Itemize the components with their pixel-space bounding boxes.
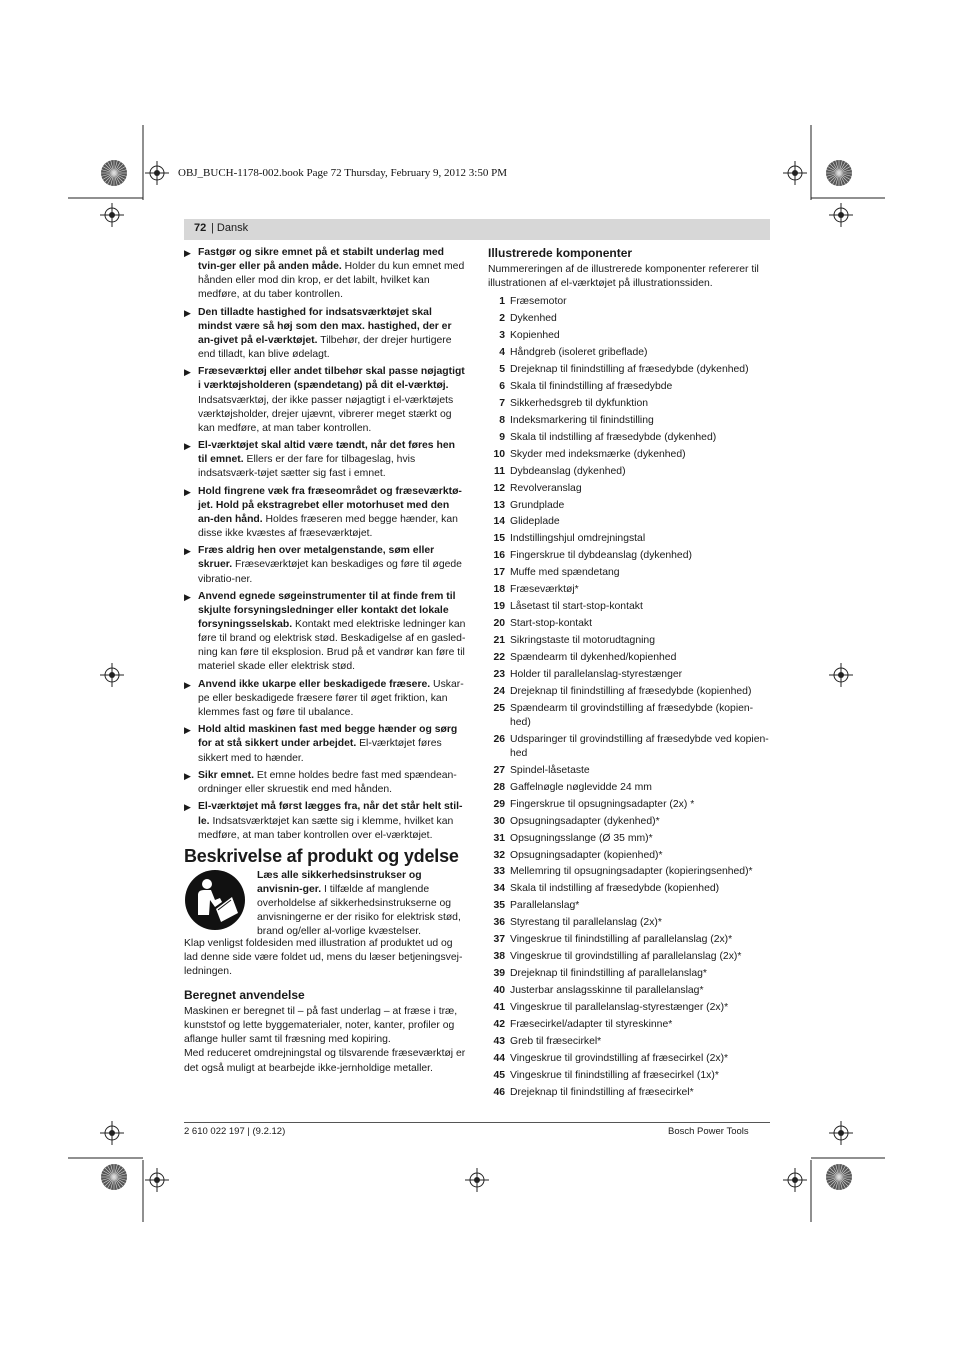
item-number: 2 xyxy=(499,313,505,325)
bullet-bold: Fræs aldrig hen over metalgenstande, søm eller skruer. xyxy=(198,545,435,571)
list-item xyxy=(488,651,770,665)
list-item xyxy=(488,865,770,879)
item-text: Dykenhed xyxy=(510,313,557,325)
footer-rule xyxy=(184,1122,770,1123)
list-item xyxy=(488,1001,770,1015)
list-item xyxy=(488,312,770,326)
item-text: Skyder med indeksmærke (dykenhed) xyxy=(510,448,686,460)
triangle-right-icon: ▶ xyxy=(184,546,191,557)
item-number: 19 xyxy=(493,601,505,613)
item-number: 9 xyxy=(499,431,505,443)
item-number: 44 xyxy=(493,1052,505,1064)
item-number: 31 xyxy=(493,832,505,844)
safety-bullet xyxy=(184,769,466,797)
item-text: Justerbar anslagsskinne til parallelanslag* xyxy=(510,985,704,997)
footer-brand: Bosch Power Tools xyxy=(668,1126,749,1137)
list-item xyxy=(488,448,770,462)
safety-bullet xyxy=(184,590,466,675)
item-number: 34 xyxy=(493,883,505,895)
item-text: Sikringstaste til motorudtagning xyxy=(510,635,655,647)
left-column xyxy=(184,246,466,1076)
list-item xyxy=(488,933,770,947)
section-title-description: Beskrivelse af produkt og ydelse xyxy=(184,845,459,866)
list-item xyxy=(488,414,770,428)
bullet-bold: Anvend ikke ukarpe eller beskadigede fræsere. xyxy=(198,678,431,690)
list-item xyxy=(488,617,770,631)
bullet-text: El-værktøjet føres sikkert med to hænder. xyxy=(198,738,442,764)
item-number: 29 xyxy=(493,798,505,810)
triangle-right-icon: ▶ xyxy=(184,679,191,690)
triangle-right-icon: ▶ xyxy=(184,770,191,781)
triangle-right-icon: ▶ xyxy=(184,307,191,318)
item-text: Spændearm til grovindstilling af fræsedybde (kopien-hed) xyxy=(510,702,754,728)
safety-bullet xyxy=(184,439,466,481)
bullet-bold: Hold fingrene væk fra fræseområdet og fræseværktø-jet. Hold på ekstragrebet eller motorhuset med den an-den hånd. xyxy=(198,485,462,525)
item-number: 46 xyxy=(493,1086,505,1098)
bullet-text: Uskar-pe eller beskadigede fræsere fører til øget friktion, kan klemmes fast og føre til ubalance. xyxy=(198,678,464,718)
item-text: Holder til parallelanslag-styrestænger xyxy=(510,668,683,680)
item-text: Håndgreb (isoleret gribeflade) xyxy=(510,347,648,359)
list-item xyxy=(488,899,770,913)
item-text: Fingerskrue til dybdeanslag (dykenhed) xyxy=(510,550,692,562)
item-number: 41 xyxy=(493,1001,505,1013)
item-text: Kopienhed xyxy=(510,330,560,342)
list-item xyxy=(488,566,770,580)
list-item xyxy=(488,431,770,445)
triangle-right-icon: ▶ xyxy=(184,441,191,452)
item-number: 16 xyxy=(493,550,505,562)
list-item xyxy=(488,380,770,394)
triangle-right-icon: ▶ xyxy=(184,248,191,258)
item-text: Drejeknap til finindstilling af parallelanslag* xyxy=(510,968,707,980)
item-number: 17 xyxy=(493,567,505,579)
item-text: Vingeskrue til grovindstilling af fræsecirkel (2x)* xyxy=(510,1052,729,1064)
print-slug: OBJ_BUCH-1178-002.book Page 72 Thursday, February 9, 2012 3:50 PM xyxy=(178,167,507,179)
bullet-bold: Sikr emnet. xyxy=(198,769,255,781)
item-number: 20 xyxy=(493,618,505,630)
item-number: 43 xyxy=(493,1035,505,1047)
list-item xyxy=(488,832,770,846)
item-number: 6 xyxy=(499,380,505,392)
safety-bullet xyxy=(184,544,466,586)
item-text: Fræsemotor xyxy=(510,296,567,308)
intended-use-p2: Med reduceret omdrejningstal og tilsvarende fræseværktøj er det også muligt at bearbejde ikke-jernholdige metaller. xyxy=(184,1048,466,1074)
bullet-text: Indsatsværktøjet kan sætte sig i klemme, hvilket kan medføre, at man taber kontrollen over el-værktøjet. xyxy=(198,815,454,841)
list-item xyxy=(488,532,770,546)
item-text: Vingeskrue til grovindstilling af parallelanslag (2x)* xyxy=(510,951,742,963)
item-number: 10 xyxy=(493,448,505,460)
item-text: Start-stop-kontakt xyxy=(510,618,593,630)
item-number: 14 xyxy=(493,516,505,528)
triangle-right-icon: ▶ xyxy=(184,486,191,497)
list-item xyxy=(488,984,770,998)
bullet-bold: El-værktøjet må først lægges fra, når det står helt stil-le. xyxy=(198,801,463,827)
intended-use-p1: Maskinen er beregnet til – på fast underlag – at fræse i træ, kunststof og lette byggematerialer, noter, kanter, profiler og aflange huller samt til fræsning med kopiring. xyxy=(184,1006,458,1046)
foldout-text: Klap venligst foldesiden med illustration af produktet ud og lad denne side være foldet ud, mens du læser betjeningsvej-ledningen. xyxy=(184,937,463,977)
item-text: Drejeknap til finindstilling af fræsedybde (kopienhed) xyxy=(510,685,752,697)
item-number: 30 xyxy=(493,815,505,827)
list-item xyxy=(488,798,770,812)
item-number: 37 xyxy=(493,934,505,946)
item-text: Udsparinger til grovindstilling af fræsedybde ved kopien-hed xyxy=(510,733,769,759)
item-number: 15 xyxy=(493,533,505,545)
list-item xyxy=(488,967,770,981)
item-number: 4 xyxy=(499,347,505,359)
item-text: Vingeskrue til parallelanslag-styrestænger (2x)* xyxy=(510,1001,729,1013)
page-number: 72 xyxy=(194,222,207,234)
item-text: Spændearm til dykenhed/kopienhed xyxy=(510,651,677,663)
safety-bullet xyxy=(184,678,466,720)
section-title-intended-use: Beregnet anvendelse xyxy=(184,988,305,1003)
triangle-right-icon: ▶ xyxy=(184,802,191,813)
safety-bullet xyxy=(184,723,466,765)
item-text: Greb til fræsecirkel* xyxy=(510,1035,602,1047)
item-number: 11 xyxy=(494,465,505,477)
list-item xyxy=(488,668,770,682)
list-item xyxy=(488,634,770,648)
item-text: Låsetast til start-stop-kontakt xyxy=(510,601,643,613)
item-number: 18 xyxy=(493,584,505,596)
item-number: 1 xyxy=(499,296,505,308)
item-text: Skala til finindstilling af fræsedybde xyxy=(510,380,673,392)
list-item xyxy=(488,764,770,778)
triangle-right-icon: ▶ xyxy=(184,591,191,602)
list-item xyxy=(488,815,770,829)
item-number: 5 xyxy=(499,364,505,376)
components-intro: Nummereringen af de illustrerede komponenter refererer til illustrationen af el-værktøjet på illustrationssiden. xyxy=(488,264,759,290)
warning-bold: Læs alle sikkerhedsinstrukser og anvisnin-ger. xyxy=(257,869,422,895)
item-text: Sikkerhedsgreb til dykfunktion xyxy=(510,397,649,409)
bullet-bold: Fastgør og sikre emnet på et stabilt underlag med tvin-ger eller på anden måde. xyxy=(198,247,444,273)
triangle-right-icon: ▶ xyxy=(184,367,191,378)
item-text: Styrestang til parallelanslag (2x)* xyxy=(510,917,662,929)
item-text: Opsugningsslange (Ø 35 mm)* xyxy=(510,832,653,844)
item-text: Opsugningsadapter (kopienhed)* xyxy=(510,849,663,861)
item-number: 32 xyxy=(493,849,505,861)
item-number: 3 xyxy=(499,330,505,342)
item-number: 22 xyxy=(493,651,505,663)
item-text: Parallelanslag* xyxy=(510,900,580,912)
item-text: Opsugningsadapter (dykenhed)* xyxy=(510,815,660,827)
item-number: 35 xyxy=(493,900,505,912)
bullet-text: Indsatsværktøj, der ikke passer nøjagtigt i el-værktøjets værktøjsholder, drejer ujævnt, vibrerer meget stærkt og kan medføre, at man taber kontrollen. xyxy=(198,394,454,434)
list-item xyxy=(488,882,770,896)
list-item xyxy=(488,781,770,795)
item-number: 33 xyxy=(493,866,505,878)
component-list xyxy=(488,295,770,1099)
list-item xyxy=(488,1069,770,1083)
item-number: 24 xyxy=(493,685,505,697)
list-item xyxy=(488,515,770,529)
safety-bullet xyxy=(184,246,466,302)
page-header xyxy=(184,219,770,240)
list-item xyxy=(488,397,770,411)
item-text: Vingeskrue til finindstilling af parallelanslag (2x)* xyxy=(510,934,733,946)
bullet-text: Holdes fræseren med begge hænder, kan disse ikke kvæstes af fræseværktøjet. xyxy=(198,513,458,539)
item-text: Revolveranslag xyxy=(510,482,582,494)
right-column xyxy=(488,246,770,1103)
section-title-components: Illustrerede komponenter xyxy=(488,246,633,260)
item-text: Indeksmarkering til finindstilling xyxy=(510,414,654,426)
bullet-text: Holder du kun emnet med hånden eller mod din krop, er det labilt, hvilket kan medføre, at du taber kontrollen. xyxy=(198,261,465,301)
item-text: Muffe med spændetang xyxy=(510,567,620,579)
bullet-bold: Fræseværktøj eller andet tilbehør skal passe nøjagtigt i værktøjsholderen (spændetang) på dit el-værktøj. xyxy=(198,366,465,392)
warning-block xyxy=(184,869,466,941)
list-item xyxy=(488,1018,770,1032)
item-text: Drejeknap til finindstilling af fræsecirkel* xyxy=(510,1086,694,1098)
item-number: 8 xyxy=(499,414,505,426)
bullet-text: Et emne holdes bedre fast med spændean-ordninger eller skruestik end med hånden. xyxy=(198,769,457,796)
item-text: Mellemring til opsugningsadapter (kopieringsenhed)* xyxy=(510,866,753,878)
list-item xyxy=(488,465,770,479)
bullet-bold: Den tilladte hastighed for indsatsværktøjet skal mindst være så høj som den max. hastighed, der er an-givet på el-værktøjet. xyxy=(198,306,452,346)
item-text: Skala til indstilling af fræsedybde (dykenhed) xyxy=(510,431,717,443)
bullet-text: Ellers er der fare for tilbageslag, hvis indsatsværk-tøjet sætter sig fast i emnet. xyxy=(198,454,416,480)
read-manual-icon xyxy=(184,869,246,931)
bullet-bold: Anvend egnede søgeinstrumenter til at finde frem til skjulte forsyningsledninger eller kontakt det lokale forsyningsselskab. xyxy=(198,590,456,631)
list-item xyxy=(488,600,770,614)
warning-text: I tilfælde af manglende overholdelse af sikkerhedsinstrukserne og anvisningerne er der risiko for elektrisk stød, brand og/eller al-vorlige kvæstelser. xyxy=(257,883,461,938)
list-item xyxy=(488,295,770,309)
list-item xyxy=(488,1052,770,1066)
bullet-bold: El-værktøjet skal altid være tændt, når det føres hen til emnet. xyxy=(198,440,455,466)
safety-bullet xyxy=(184,800,466,842)
item-text: Fræsecirkel/adapter til styreskinne* xyxy=(510,1018,673,1030)
triangle-right-icon: ▶ xyxy=(184,725,191,736)
item-text: Fræseværktøj* xyxy=(510,584,579,596)
item-number: 40 xyxy=(493,985,505,997)
item-number: 38 xyxy=(493,951,505,963)
list-item xyxy=(488,583,770,597)
list-item xyxy=(488,363,770,377)
list-item xyxy=(488,1086,770,1100)
list-item xyxy=(488,702,770,730)
item-text: Grundplade xyxy=(510,499,565,511)
item-number: 42 xyxy=(493,1018,505,1030)
item-text: Indstillingshjul omdrejningstal xyxy=(510,533,646,545)
list-item xyxy=(488,849,770,863)
header-language: | Dansk xyxy=(211,222,249,234)
item-number: 45 xyxy=(493,1069,505,1081)
item-number: 27 xyxy=(493,764,505,776)
item-number: 26 xyxy=(493,733,505,745)
item-text: Fingerskrue til opsugningsadapter (2x) * xyxy=(510,798,695,810)
item-number: 25 xyxy=(493,702,505,714)
safety-bullet xyxy=(184,485,466,541)
list-item xyxy=(488,916,770,930)
item-number: 13 xyxy=(493,499,505,511)
bullet-bold: Hold altid maskinen fast med begge hænder og sørg for at stå sikkert under arbejdet. xyxy=(198,724,458,750)
item-number: 23 xyxy=(493,668,505,680)
item-number: 21 xyxy=(493,635,505,647)
list-item xyxy=(488,1035,770,1049)
item-number: 39 xyxy=(493,968,505,980)
bullet-text: Tilbehør, der drejer hurtigere end tilladt, kan blive ødelagt. xyxy=(198,334,452,360)
list-item xyxy=(488,549,770,563)
list-item xyxy=(488,499,770,513)
item-number: 36 xyxy=(493,917,505,929)
item-number: 28 xyxy=(493,781,505,793)
item-text: Glideplade xyxy=(510,516,560,528)
item-text: Drejeknap til finindstilling af fræsedybde (dykenhed) xyxy=(510,364,749,376)
item-text: Spindel-låsetaste xyxy=(510,764,590,776)
list-item xyxy=(488,733,770,761)
footer-doc-number: 2 610 022 197 | (9.2.12) xyxy=(184,1126,286,1137)
item-text: Gaffelnøgle nøglevidde 24 mm xyxy=(510,781,652,793)
safety-bullet xyxy=(184,365,466,435)
list-item xyxy=(488,329,770,343)
item-text: Skala til indstilling af fræsedybde (kopienhed) xyxy=(510,883,720,895)
list-item xyxy=(488,482,770,496)
item-number: 7 xyxy=(499,397,505,409)
list-item xyxy=(488,950,770,964)
item-text: Dybdeanslag (dykenhed) xyxy=(510,465,626,477)
item-text: Vingeskrue til finindstilling af fræsecirkel (1x)* xyxy=(510,1069,719,1081)
safety-bullet-list xyxy=(184,246,466,843)
list-item xyxy=(488,346,770,360)
bullet-text: Fræseværktøjet kan beskadiges og føre til øgede vibratio-ner. xyxy=(198,559,462,585)
bullet-text: Kontakt med elektriske ledninger kan føre til brand og elektrisk stød. Beskadigelse af en gasled-ning kan føre til eksplosion. Brud på et vandrør kan føre til materiel skade eller elektrisk stød. xyxy=(198,619,466,673)
list-item xyxy=(488,685,770,699)
item-number: 12 xyxy=(493,482,505,494)
safety-bullet xyxy=(184,306,466,362)
